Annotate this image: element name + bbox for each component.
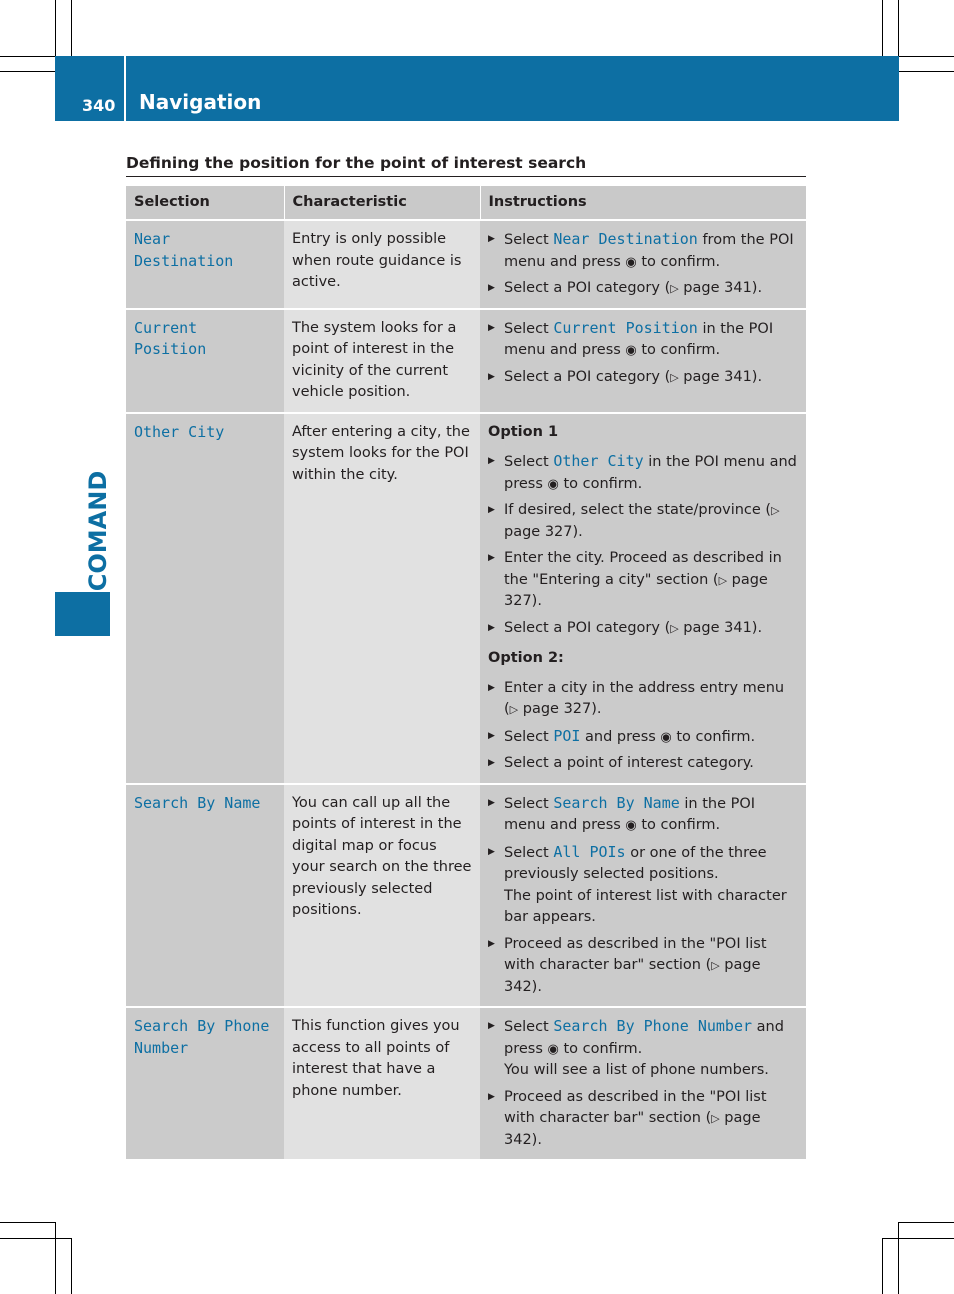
selection-cell <box>126 220 284 309</box>
crop-mark <box>882 1238 883 1294</box>
characteristic-cell: Entry is only possible when route guidance is active. <box>284 220 480 309</box>
instruction-step: ▶ Select Other City in the POI menu and press ◉ to confirm. <box>488 451 799 495</box>
section-heading: Defining the position for the point of interest search <box>126 154 587 172</box>
instruction-step: ▶ Select a point of interest category. <box>488 753 799 775</box>
heading-rule <box>126 176 806 177</box>
menu-item-code: Current Position <box>553 318 698 337</box>
page-reference-triangle-icon: ▷ <box>711 1112 720 1125</box>
instruction-step: ▶ Proceed as described in the "POI list with character bar" section (▷ page 342). <box>488 1087 799 1152</box>
crop-mark <box>0 56 56 57</box>
instruction-step: ▶ Select All POIs or one of the three previously selected positions. The point of interest list with character bar appears. <box>488 842 799 929</box>
instruction-step: ▶ Select POI and press ◉ to confirm. <box>488 726 799 749</box>
characteristic-cell: You can call up all the points of interest in the digital map or focus your search on the three previously selected positions. <box>284 784 480 1008</box>
page-reference-triangle-icon: ▷ <box>771 504 780 517</box>
menu-item-code: All POIs <box>553 842 626 861</box>
option-heading: Option 2: <box>488 650 564 666</box>
controller-press-icon: ◉ <box>547 476 559 492</box>
menu-item-code: POI <box>553 726 581 745</box>
table-row <box>126 1007 806 1160</box>
crop-mark <box>898 56 954 57</box>
instruction-step: ▶ Select a POI category (▷ page 341). <box>488 618 799 640</box>
crop-mark <box>0 1238 72 1239</box>
characteristic-cell: After entering a city, the system looks for the POI within the city. <box>284 413 480 784</box>
instruction-step: ▶ Select Near Destination from the POI menu and press ◉ to confirm. <box>488 229 799 273</box>
instructions-cell <box>480 309 806 413</box>
selection-label: Search By Name <box>134 793 261 812</box>
option-heading: Option 1 <box>488 423 559 440</box>
menu-item-code: Near Destination <box>553 230 698 248</box>
instruction-step: ▶ If desired, select the state/province (▷ page 327). <box>488 500 799 543</box>
crop-mark <box>882 1238 954 1239</box>
instruction-step: ▶ Proceed as described in the "POI list with character bar" section (▷ page 342). <box>488 934 799 999</box>
column-header-selection: Selection <box>126 186 284 220</box>
controller-press-icon: ◉ <box>625 254 637 270</box>
selection-label: Current <box>134 318 198 337</box>
crop-mark <box>882 0 883 56</box>
crop-mark <box>55 1222 56 1294</box>
step-result-note: The point of interest list with character bar appears. <box>504 887 787 925</box>
column-header-instructions: Instructions <box>480 186 806 220</box>
menu-item-code: Search By Phone Number <box>553 1017 753 1035</box>
page-reference-triangle-icon: ▷ <box>670 370 679 384</box>
crop-mark <box>0 1222 56 1223</box>
instruction-step: ▶ Select Current Position in the POI menu and press ◉ to confirm. <box>488 318 799 362</box>
controller-press-icon: ◉ <box>625 343 637 358</box>
characteristic-cell: This function gives you access to all points of interest that have a phone number. <box>284 1007 480 1160</box>
selection-cell <box>126 1007 284 1160</box>
instructions-cell <box>480 413 806 784</box>
selection-label: Other City <box>134 422 225 441</box>
crop-mark <box>0 71 56 72</box>
table-row <box>126 309 806 413</box>
crop-mark <box>898 71 954 72</box>
table-row <box>126 220 806 309</box>
crop-mark <box>898 1222 899 1294</box>
crop-mark <box>71 0 72 56</box>
selection-cell <box>126 784 284 1008</box>
instructions-cell <box>480 784 806 1008</box>
selection-label: Destination <box>134 251 234 270</box>
instructions-cell <box>480 1007 806 1160</box>
selection-label: Position <box>134 340 207 358</box>
selection-label: Search By Phone <box>134 1017 270 1035</box>
page-reference-triangle-icon: ▷ <box>670 621 679 635</box>
step-result-note: You will see a list of phone numbers. <box>504 1062 769 1078</box>
instruction-step: ▶ Select Search By Name in the POI menu and press ◉ to confirm. <box>488 793 799 837</box>
crop-mark <box>71 1238 72 1294</box>
controller-press-icon: ◉ <box>660 729 672 745</box>
poi-search-table <box>126 186 806 1161</box>
selection-cell <box>126 413 284 784</box>
side-tab-marker <box>55 592 110 636</box>
instruction-step: ▶ Enter a city in the address entry menu (▷ page 327). <box>488 678 799 721</box>
characteristic-cell: The system looks for a point of interest in the vicinity of the current vehicle position. <box>284 309 480 413</box>
column-header-characteristic: Characteristic <box>284 186 480 220</box>
crop-mark <box>898 1222 954 1223</box>
instruction-step: ▶ Select Search By Phone Number and press ◉ to confirm. You will see a list of phone numbers. <box>488 1016 799 1082</box>
header-divider <box>124 56 126 121</box>
page-number: 340 <box>82 96 116 115</box>
menu-item-code: Search By Name <box>553 793 680 812</box>
controller-press-icon: ◉ <box>547 1041 559 1057</box>
selection-cell <box>126 309 284 413</box>
instruction-step: ▶ Select a POI category (▷ page 341). <box>488 367 799 389</box>
table-row <box>126 784 806 1008</box>
menu-item-code: Other City <box>553 452 644 470</box>
instructions-cell <box>480 220 806 309</box>
instruction-step: ▶ Select a POI category (▷ page 341). <box>488 278 799 300</box>
page-reference-triangle-icon: ▷ <box>670 282 679 295</box>
instruction-step: ▶ Enter the city. Proceed as described in the "Entering a city" section (▷ page 327). <box>488 548 799 613</box>
page-reference-triangle-icon: ▷ <box>711 959 720 972</box>
page-reference-triangle-icon: ▷ <box>509 703 519 716</box>
selection-label: Near <box>134 230 171 248</box>
selection-label: Number <box>134 1038 189 1057</box>
chapter-title: Navigation <box>139 90 262 114</box>
page-reference-triangle-icon: ▷ <box>718 573 728 587</box>
table-row <box>126 413 806 784</box>
controller-press-icon: ◉ <box>625 818 637 833</box>
table-header-row <box>126 186 806 220</box>
side-tab-label: COMAND <box>84 470 112 592</box>
